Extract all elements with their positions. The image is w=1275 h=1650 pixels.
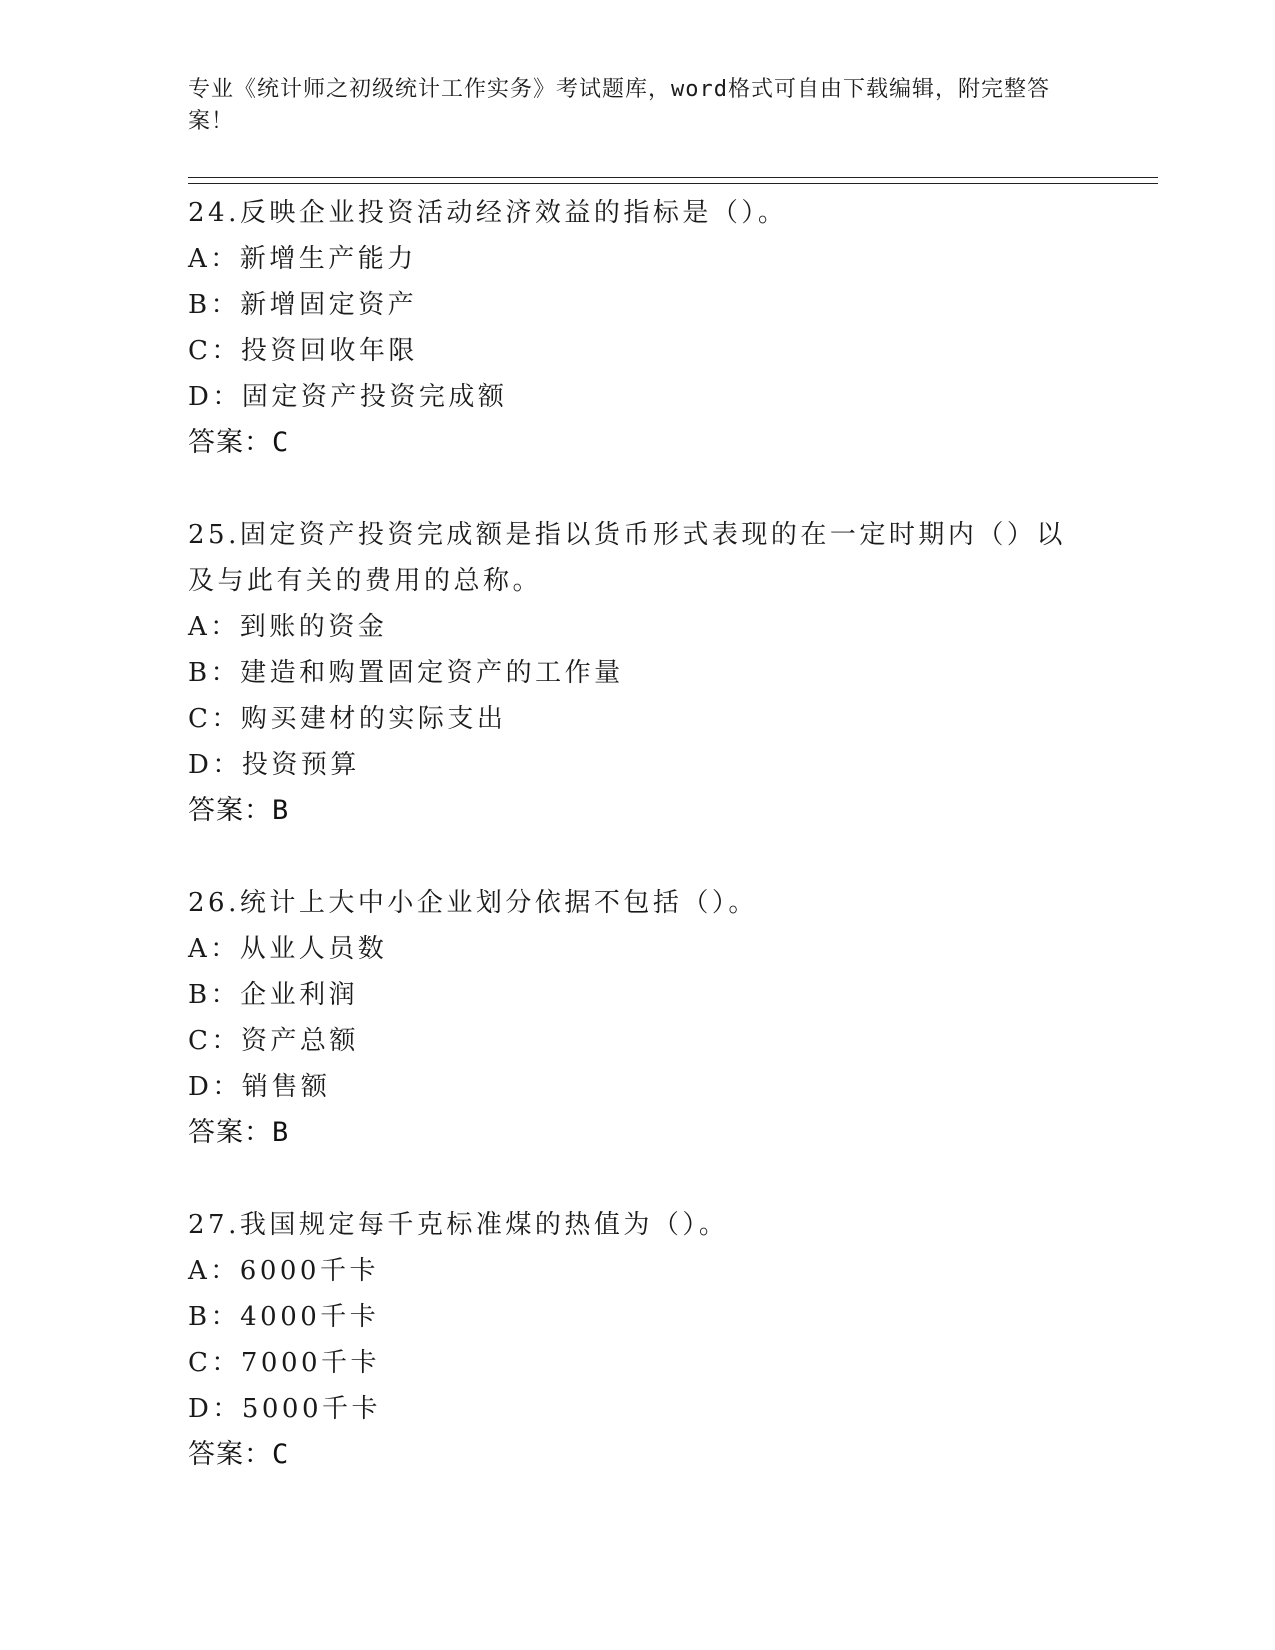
question-24 [188, 190, 1088, 466]
option-b: B：建造和购置固定资产的工作量 [188, 658, 624, 688]
option-b: B：企业利润 [188, 980, 359, 1010]
option-d: D：5000千卡 [188, 1394, 382, 1424]
option-c: C：购买建材的实际支出 [188, 704, 507, 734]
option-a: A：从业人员数 [188, 934, 388, 964]
question-text: 27.我国规定每千克标准煤的热值为（）。 [188, 1210, 729, 1240]
question-26 [188, 880, 1088, 1156]
question-list [188, 190, 1088, 1524]
option-d: D：销售额 [188, 1072, 331, 1102]
question-text: 26.统计上大中小企业划分依据不包括（）。 [188, 888, 758, 918]
option-a: A：新增生产能力 [188, 244, 417, 274]
header-divider-bottom [188, 183, 1158, 184]
answer-line: 答案：B [188, 795, 290, 826]
option-a: A：6000千卡 [188, 1256, 379, 1286]
question-25 [188, 512, 1088, 834]
answer-line: 答案：B [188, 1117, 290, 1148]
option-c: C：资产总额 [188, 1026, 359, 1056]
option-c: C：7000千卡 [188, 1348, 381, 1378]
question-text: 25.固定资产投资完成额是指以货币形式表现的在一定时期内（）以及与此有关的费用的总称。 [188, 520, 1066, 596]
option-d: D：投资预算 [188, 750, 360, 780]
header-divider-top [188, 177, 1158, 178]
option-b: B：4000千卡 [188, 1302, 380, 1332]
option-d: D：固定资产投资完成额 [188, 382, 508, 412]
question-text: 24.反映企业投资活动经济效益的指标是（）。 [188, 198, 788, 228]
option-c: C：投资回收年限 [188, 336, 418, 366]
answer-line: 答案：C [188, 427, 290, 458]
option-b: B：新增固定资产 [188, 290, 418, 320]
answer-line: 答案：C [188, 1439, 290, 1470]
question-27 [188, 1202, 1088, 1478]
option-a: A：到账的资金 [188, 612, 388, 642]
document-header-intro: 专业《统计师之初级统计工作实务》考试题库，word格式可自由下载编辑，附完整答案！ [188, 77, 1050, 134]
